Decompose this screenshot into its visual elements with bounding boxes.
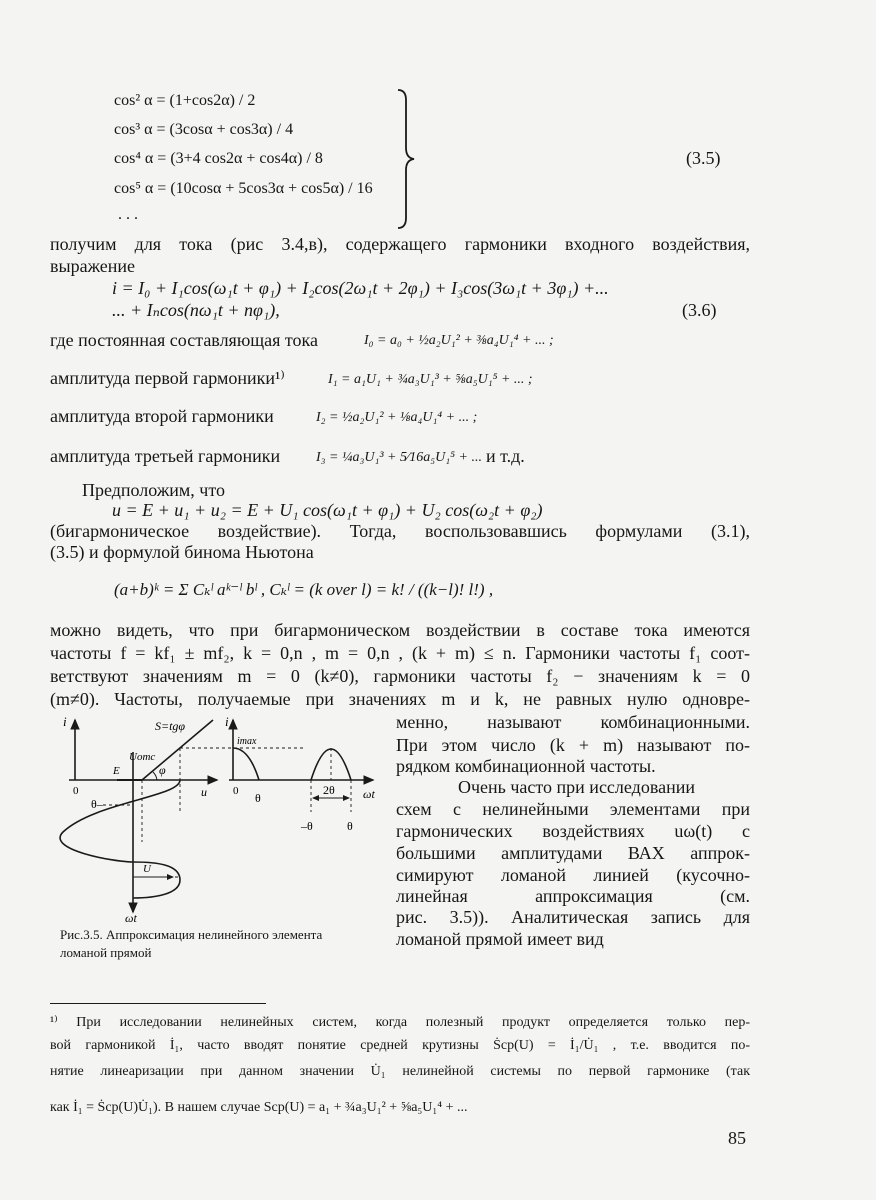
eq36-line1: i = I₀ + I₁cos(ω₁t + φ₁) + I₂cos(2ω₁t + 2φ₁) + I₃cos(3ω₁t + 3φ₁) +... bbox=[112, 278, 609, 298]
para2-line3: (бигармоническое воздействие). Тогда, воспользовавшись формулами (3.1), bbox=[50, 521, 750, 541]
eq36-line2: ... + Iₙcos(nω₁t + nφ₁), bbox=[112, 300, 280, 320]
para4-line2: При этом число (k + m) называют по- bbox=[396, 735, 750, 755]
para3-line2: частоты f = kf₁ ± mf₂, k = 0,n , m = 0,n , (k + m) ≤ n. Гармоники частоты f₁ соот- bbox=[50, 643, 750, 663]
label-i-left: i bbox=[63, 714, 67, 729]
label-phi: φ bbox=[159, 763, 166, 777]
binom-formula: (a+b)ᵏ = Σ Cₖˡ aᵏ⁻ˡ bˡ , Cₖˡ = (k over l) = k! / ((k−l)! l!) , bbox=[114, 580, 494, 599]
footnote-rule bbox=[50, 1003, 266, 1004]
component-formula-1: I₁ = a₁U₁ + ¾a₃U₁³ + ⅝a₅U₁⁵ + ... ; bbox=[328, 372, 533, 387]
label-wt-right: ωt bbox=[363, 787, 375, 801]
para5-line6: линейная аппроксимация (см. bbox=[396, 886, 750, 906]
footnote-line2: вой гармоникой İ₁, часто вводят понятие средней крутизны Ṡср(U) = İ₁/U̇₁ , т.е. вводится по- bbox=[50, 1038, 750, 1053]
system-line-1: cos² α = (1+cos2α) / 2 bbox=[114, 92, 256, 109]
footnote-line4: как İ₁ = Ṡср(U)U̇₁). В нашем случае Sср(U) = a₁ + ¾a₃U₁² + ⅝a₅U₁⁴ + ... bbox=[50, 1100, 468, 1115]
para4-line1: менно, называют комбинационными. bbox=[396, 712, 750, 732]
page-number: 85 bbox=[728, 1128, 746, 1148]
component-suffix-3: и т.д. bbox=[486, 446, 525, 466]
label-u-amp: U bbox=[143, 863, 151, 875]
label-zero-right: 0 bbox=[233, 785, 239, 797]
para5-line4: большими амплитудами ВАХ аппрок- bbox=[396, 843, 750, 863]
right-brace bbox=[396, 88, 422, 230]
para1-line2: выражение bbox=[50, 256, 136, 276]
system-line-3: cos⁴ α = (3+4 cos2α + cos4α) / 8 bbox=[114, 150, 323, 167]
component-label-0: где постоянная составляющая тока bbox=[50, 330, 318, 350]
label-theta-right: θ bbox=[255, 791, 261, 805]
label-slope: S=tgφ bbox=[155, 719, 186, 733]
label-theta-bottom: θ bbox=[347, 819, 353, 833]
label-i-max: imax bbox=[237, 736, 257, 747]
para5-line2: схем с нелинейными элементами при bbox=[396, 799, 750, 819]
footnote-line1: ¹⁾ При исследовании нелинейных систем, когда полезный продукт определяется только пер- bbox=[50, 1015, 750, 1030]
component-label-2: амплитуда второй гармоники bbox=[50, 406, 274, 426]
para4-line3: рядком комбинационной частоты. bbox=[396, 756, 656, 776]
para5-line8: ломаной прямой имеет вид bbox=[396, 929, 604, 949]
label-u-axis: u bbox=[201, 785, 207, 799]
para3-line4: (m≠0). Частоты, получаемые при значениях m и k, не равных нулю одновре- bbox=[50, 689, 751, 709]
label-wt-bottom: ωt bbox=[125, 911, 137, 924]
component-formula-0: I₀ = a₀ + ½a₂U₁² + ⅜a₄U₁⁴ + ... ; bbox=[364, 333, 554, 348]
para5-line5: симируют ломаной линией (кусочно- bbox=[396, 865, 750, 885]
label-minus-theta: –θ bbox=[301, 819, 313, 833]
component-formula-2: I₂ = ½a₂U₁² + ⅛a₄U₁⁴ + ... ; bbox=[316, 410, 478, 425]
system-line-2: cos³ α = (3cosα + cos3α) / 4 bbox=[114, 121, 294, 138]
eq-number-3-6: (3.6) bbox=[682, 300, 717, 320]
label-theta-left: θ– bbox=[91, 797, 103, 811]
para5-line1: Очень часто при исследовании bbox=[458, 777, 695, 797]
para1-line1: получим для тока (рис 3.4,в), содержащего гармоники входного воздействия, bbox=[50, 234, 750, 254]
footnote-line3: нятие линеаризации при данном значении U̇₁ нелинейной системы по первой гармонике (так bbox=[50, 1064, 750, 1079]
para5-line7: рис. 3.5)). Аналитическая запись для bbox=[396, 907, 750, 927]
input-waveform bbox=[60, 780, 180, 898]
para2-line4: (3.5) и формулой бинома Ньютона bbox=[50, 542, 314, 562]
para3-line1: можно видеть, что при бигармоническом воздействии в составе тока имеются bbox=[50, 620, 750, 640]
label-e: E bbox=[113, 765, 120, 777]
figure-caption-line1: Рис.3.5. Аппроксимация нелинейного элемента bbox=[60, 927, 323, 942]
para5-line3: гармонических воздействиях uω(t) с bbox=[396, 821, 750, 841]
figure-caption-line2: ломаной прямой bbox=[60, 945, 152, 960]
system-line-5: . . . bbox=[118, 206, 138, 223]
label-i-right: i bbox=[225, 714, 229, 729]
component-label-1: амплитуда первой гармоники¹⁾ bbox=[50, 368, 285, 388]
figure-3-5 bbox=[55, 712, 395, 924]
eq-number-3-5: (3.5) bbox=[686, 148, 721, 168]
para2-line1: Предположим, что bbox=[82, 480, 225, 500]
para3-line3: ветствуют значениям m = 0 (k≠0), гармоники частоты f₂ − значениям k = 0 bbox=[50, 666, 750, 686]
current-pulse-1 bbox=[233, 748, 259, 780]
para2-eq: u = E + u₁ + u₂ = E + U₁ cos(ω₁t + φ₁) + U₂ cos(ω₂t + φ₂) bbox=[112, 500, 543, 520]
component-label-3: амплитуда третьей гармоники bbox=[50, 446, 281, 466]
label-two-theta: 2θ bbox=[323, 783, 335, 797]
system-line-4: cos⁵ α = (10cosα + 5cos3α + cos5α) / 16 bbox=[114, 180, 373, 197]
label-zero-left: 0 bbox=[73, 785, 79, 797]
current-pulse-2 bbox=[311, 749, 351, 780]
component-formula-3: I₃ = ¼a₃U₁³ + 5⁄16a₅U₁⁵ + ... bbox=[316, 450, 482, 465]
label-u-ots: Uотс bbox=[129, 751, 156, 763]
